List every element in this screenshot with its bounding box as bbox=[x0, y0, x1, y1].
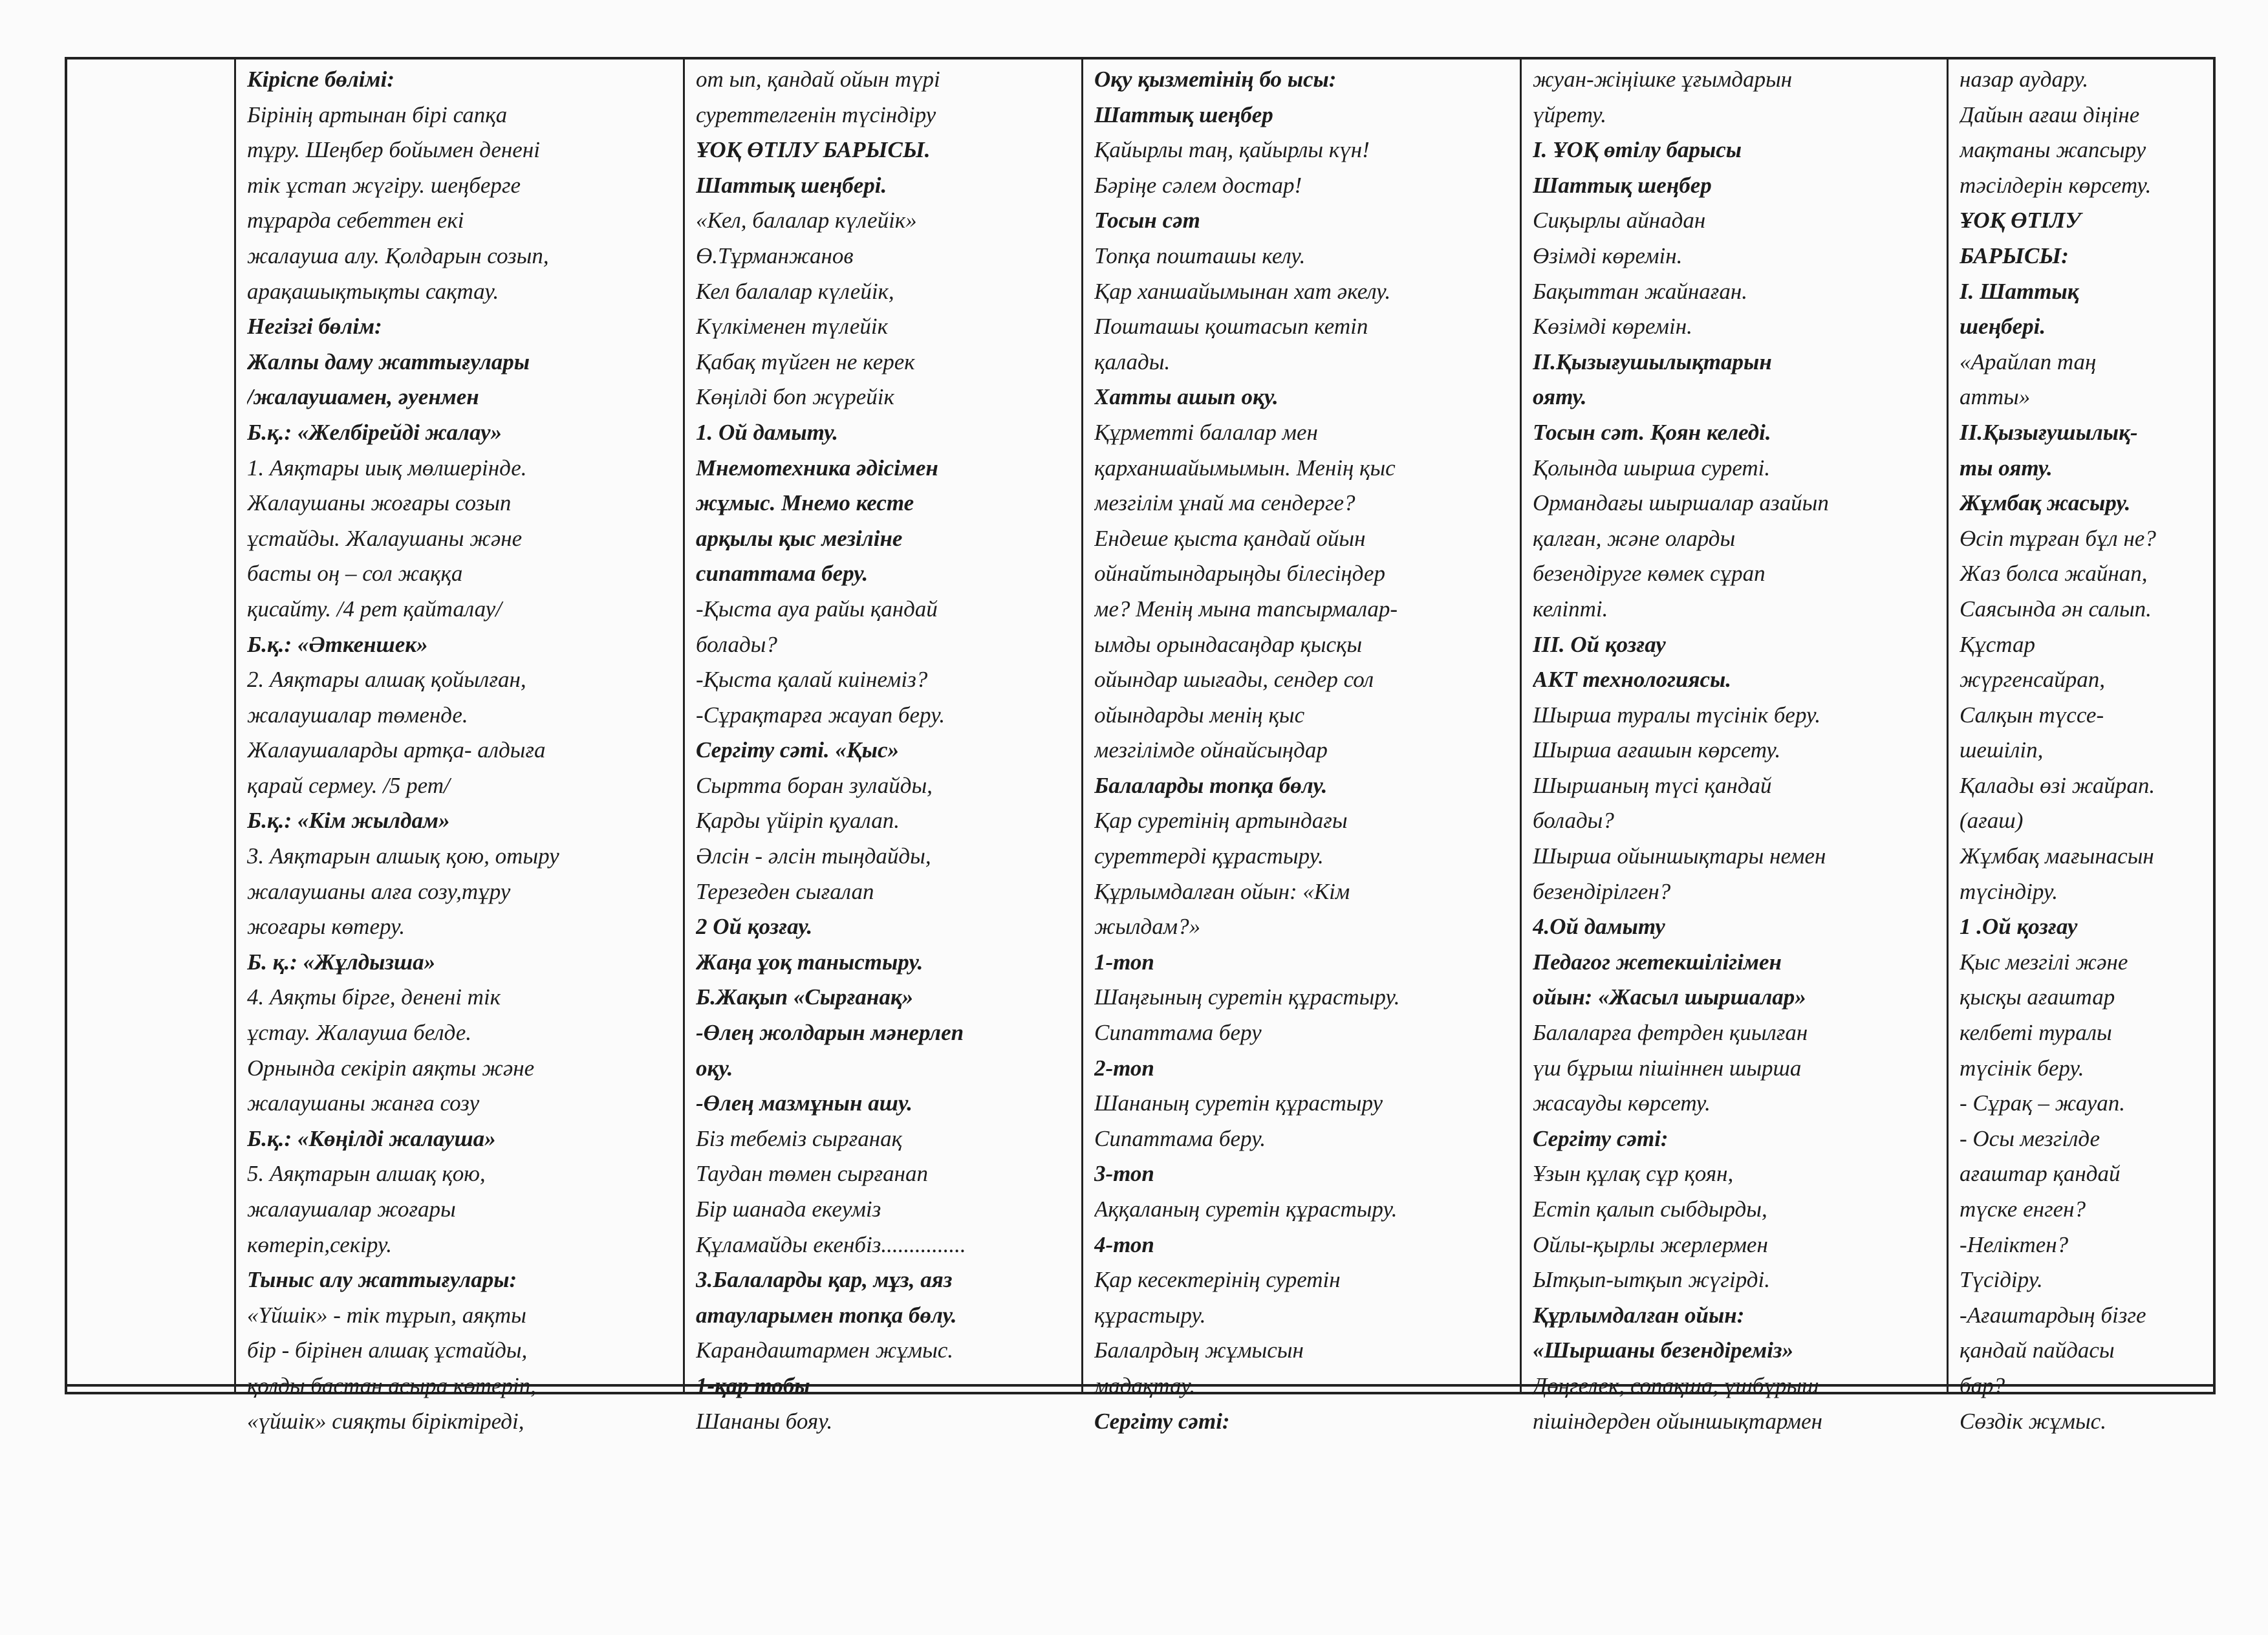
text-line: Сыртта боран зулайды, bbox=[696, 772, 933, 798]
text-line: Естіп қалып сыбдырды, bbox=[1533, 1196, 1767, 1222]
text-line: «Арайлап таң bbox=[1960, 349, 2097, 374]
text-line: жылдам?» bbox=[1094, 914, 1201, 940]
text-line: мезгілімде ойнайсыңдар bbox=[1094, 737, 1328, 763]
column-divider bbox=[234, 57, 236, 1394]
text-line: Шырша туралы түсінік беру. bbox=[1533, 702, 1821, 728]
text-line: арқылы қыс мезіліне bbox=[696, 525, 903, 551]
text-line: Шырша ойыншықтары немен bbox=[1533, 843, 1826, 869]
text-line: Көзімді көремін. bbox=[1533, 314, 1692, 340]
text-line: ҰОҚ ӨТІЛУ bbox=[1960, 208, 2081, 233]
text-line: АКТ технологиясы. bbox=[1533, 667, 1732, 693]
text-line: 5. Аяқтарын алшақ қою, bbox=[247, 1161, 486, 1187]
text-line: Тыныс алу жаттығулары: bbox=[247, 1267, 517, 1293]
text-line: үйрету. bbox=[1533, 102, 1607, 127]
text-line: ояту. bbox=[1533, 384, 1587, 410]
text-line: - Сұрақ – жауап. bbox=[1960, 1090, 2126, 1116]
text-line: Әлсін - әлсін тыңдайды, bbox=[696, 843, 931, 869]
text-line: Өсіп тұрған бұл не? bbox=[1960, 525, 2156, 551]
text-line: Топқа пошташы келу. bbox=[1094, 243, 1306, 268]
text-line: -Ағаштардың бізге bbox=[1960, 1302, 2146, 1328]
text-line: І. Шаттық bbox=[1960, 278, 2079, 304]
text-line: Бірінің артынан бірі сапқа bbox=[247, 102, 508, 127]
text-line: жалаушаны алға созу,тұру bbox=[247, 878, 511, 904]
text-line: -Өлең жолдарын мәнерлеп bbox=[696, 1020, 964, 1046]
text-line: Тосын сәт. Қоян келеді. bbox=[1533, 419, 1771, 445]
text-line: І. ҰОҚ өтілу барысы bbox=[1533, 137, 1742, 163]
text-line: Сергіту сәті: bbox=[1094, 1408, 1230, 1434]
text-line: -Қыста ауа райы қандай bbox=[696, 596, 938, 622]
text-line: Бір шанада екеуміз bbox=[696, 1196, 881, 1222]
text-line: жалаушалар жоғары bbox=[247, 1196, 456, 1222]
text-line: ме? Менің мына тапсырмалар- bbox=[1094, 596, 1398, 622]
text-line: тік ұстап жүгіру. шеңберге bbox=[247, 172, 521, 198]
text-line: БАРЫСЫ: bbox=[1960, 243, 2069, 268]
text-line: Хатты ашып оқу. bbox=[1094, 384, 1279, 410]
text-line: ұстайды. Жалаушаны және bbox=[247, 525, 523, 551]
text-line: «Шыршаны безендіреміз» bbox=[1533, 1337, 1794, 1363]
text-line: жұмыс. Мнемо кесте bbox=[696, 490, 914, 516]
text-line: Шаттық шеңбер bbox=[1094, 102, 1273, 127]
text-line: Жалаушаны жоғары созып bbox=[247, 490, 512, 516]
text-line: Таудан төмен сырғанап bbox=[696, 1161, 929, 1187]
text-line: Шыршаның түсі қандай bbox=[1533, 772, 1772, 798]
text-line: бар? bbox=[1960, 1372, 2005, 1398]
text-line: безендірілген? bbox=[1533, 878, 1671, 904]
text-line: Түсідіру. bbox=[1960, 1267, 2043, 1293]
text-line: Кіріспе бөлімі: bbox=[247, 67, 394, 92]
text-line: мезгілім ұнай ма сендерге? bbox=[1094, 490, 1355, 516]
text-line: келіпті. bbox=[1533, 596, 1608, 622]
text-line: ойнайтындарыңды білесіңдер bbox=[1094, 561, 1385, 587]
text-line: келбеті туралы bbox=[1960, 1020, 2112, 1046]
text-line: «Үйшік» - тік тұрып, аяқты bbox=[247, 1302, 526, 1328]
text-line: құрастыру. bbox=[1094, 1302, 1206, 1328]
text-line: ІІ.Қызығушылықтарын bbox=[1533, 349, 1772, 374]
text-line: Б.Жақып «Сырғанақ» bbox=[696, 984, 914, 1010]
text-line: «үйшік» сияқты біріктіреді, bbox=[247, 1408, 524, 1434]
column-learning-activity bbox=[1094, 62, 1517, 1439]
text-line: ымды орындасаңдар қысқы bbox=[1094, 631, 1363, 657]
column-lesson-progress bbox=[696, 62, 1079, 1439]
text-line: шешіліп, bbox=[1960, 737, 2044, 763]
text-line: Сергіту сәті. «Қыс» bbox=[696, 737, 899, 763]
text-line: Балаларға фетрден қиылған bbox=[1533, 1020, 1808, 1046]
text-line: үш бұрыш пішіннен шырша bbox=[1533, 1055, 1802, 1081]
text-line: суреттерді құрастыру. bbox=[1094, 843, 1324, 869]
text-line: 1 .Ой қозғау bbox=[1960, 914, 2078, 940]
text-line: -Сұрақтарға жауап беру. bbox=[696, 702, 945, 728]
text-line: ты ояту. bbox=[1960, 455, 2053, 481]
text-line: мадақтау. bbox=[1094, 1372, 1196, 1398]
text-line: Балаларды топқа бөлу. bbox=[1094, 772, 1328, 798]
text-line: /жалаушамен, әуенмен bbox=[247, 384, 479, 410]
text-line: Шаттық шеңбері. bbox=[696, 172, 887, 198]
text-line: Педагог жетекшілігімен bbox=[1533, 949, 1782, 975]
text-line: оқу. bbox=[696, 1055, 733, 1081]
text-line: Тосын сәт bbox=[1094, 208, 1200, 233]
text-line: -Өлең мазмұнын ашу. bbox=[696, 1090, 913, 1116]
text-line: 3. Аяқтарын алшық қою, отыру bbox=[247, 843, 559, 869]
text-line: Салқын түссе- bbox=[1960, 702, 2104, 728]
text-line: сипаттама беру. bbox=[696, 561, 869, 587]
text-line: 1. Аяқтары иық мөлшерінде. bbox=[247, 455, 527, 481]
text-line: Дайын ағаш діңіне bbox=[1960, 102, 2140, 127]
column-intro-main-part bbox=[247, 62, 680, 1439]
text-line: 1-қар тобы bbox=[696, 1372, 810, 1398]
text-line: түске енген? bbox=[1960, 1196, 2086, 1222]
text-line: ойын: «Жасыл шыршалар» bbox=[1533, 984, 1806, 1010]
text-line: қарай сермеу. /5 рет/ bbox=[247, 772, 450, 798]
text-line: қолды бастан асыра көтеріп, bbox=[247, 1372, 537, 1398]
text-line: (ағаш) bbox=[1960, 808, 2024, 834]
text-line: 3.Балаларды қар, мұз, аяз bbox=[696, 1267, 953, 1293]
text-line: Б.қ.: «Кім жылдам» bbox=[247, 808, 450, 834]
text-line: 2-топ bbox=[1094, 1055, 1154, 1081]
text-line: Сипаттама беру. bbox=[1094, 1125, 1266, 1151]
text-line: Құламайды екенбіз............... bbox=[696, 1231, 966, 1257]
text-line: 4.Ой дамыту bbox=[1533, 914, 1665, 940]
text-line: Шырша ағашын көрсету. bbox=[1533, 737, 1781, 763]
text-line: -Неліктен? bbox=[1960, 1231, 2069, 1257]
text-line: Сөздік жұмыс. bbox=[1960, 1408, 2106, 1434]
text-line: Құрметті балалар мен bbox=[1094, 419, 1318, 445]
text-line: Сиқырлы айнадан bbox=[1533, 208, 1706, 233]
text-line: Дөңгелек, сопақша, үшбұрыш bbox=[1533, 1372, 1819, 1398]
text-line: жуан-жіңішке ұғымдарын bbox=[1533, 67, 1793, 92]
text-line: түсінік беру. bbox=[1960, 1055, 2084, 1081]
text-line: Біз тебеміз сырғанақ bbox=[696, 1125, 902, 1151]
text-line: назар аудару. bbox=[1960, 67, 2089, 92]
text-line: Қайырлы таң, қайырлы күн! bbox=[1094, 137, 1370, 163]
text-line: 4. Аяқты бірге, денені тік bbox=[247, 984, 501, 1010]
text-line: Шананың суретін құрастыру bbox=[1094, 1090, 1383, 1116]
text-line: пішіндерден ойыншықтармен bbox=[1533, 1408, 1822, 1434]
text-line: суреттелгенін түсіндіру bbox=[696, 102, 936, 127]
text-line: шеңбері. bbox=[1960, 314, 2046, 340]
text-line: Ө.Тұрманжанов bbox=[696, 243, 854, 268]
text-line: жалаушаны жанға созу bbox=[247, 1090, 480, 1116]
text-line: Ытқып-ытқып жүгірді. bbox=[1533, 1267, 1770, 1293]
text-line: Сергіту сәті: bbox=[1533, 1125, 1669, 1151]
text-line: ойындар шығады, сендер сол bbox=[1094, 667, 1374, 693]
text-line: Балалрдың жұмысын bbox=[1094, 1337, 1304, 1363]
text-line: Оқу қызметінің бо ысы: bbox=[1094, 67, 1337, 92]
text-line: -Қыста қалай киінеміз? bbox=[696, 667, 928, 693]
text-line: Пошташы қоштасып кетіп bbox=[1094, 314, 1368, 340]
column-lesson-activity bbox=[1533, 62, 1944, 1439]
text-line: Ойлы-қырлы жерлермен bbox=[1533, 1231, 1768, 1257]
text-line: Ұзын құлақ сұр қоян, bbox=[1533, 1161, 1734, 1187]
text-line: ойындарды менің қыс bbox=[1094, 702, 1305, 728]
text-line: Бақыттан жайнаған. bbox=[1533, 278, 1748, 304]
text-line: ІІ.Қызығушылық- bbox=[1960, 419, 2138, 445]
text-line: Қыс мезгілі және bbox=[1960, 949, 2128, 975]
text-line: Ендеше қыста қандай ойын bbox=[1094, 525, 1366, 551]
text-line: Қарды үйіріп қуалап. bbox=[696, 808, 900, 834]
column-divider bbox=[683, 57, 685, 1394]
text-line: 2 Ой қозғау. bbox=[696, 914, 813, 940]
text-line: ұстау. Жалауша белде. bbox=[247, 1020, 472, 1046]
column-divider bbox=[1947, 57, 1949, 1394]
text-line: жоғары көтеру. bbox=[247, 914, 405, 940]
text-line: қысқы ағаштар bbox=[1960, 984, 2115, 1010]
text-line: 2. Аяқтары алшақ қойылған, bbox=[247, 667, 526, 693]
text-line: ағаштар қандай bbox=[1960, 1161, 2121, 1187]
text-line: қисайту. /4 рет қайталау/ bbox=[247, 596, 502, 622]
text-line: Бәріңе сәлем достар! bbox=[1094, 172, 1302, 198]
text-line: Қар суретінің артындағы bbox=[1094, 808, 1348, 834]
text-line: Құрлымдалған ойын: bbox=[1533, 1302, 1745, 1328]
text-line: жүргенсайрап, bbox=[1960, 667, 2105, 693]
text-line: ІІІ. Ой қозғау bbox=[1533, 631, 1666, 657]
text-line: Жалпы даму жаттығулары bbox=[247, 349, 530, 374]
text-line: қалған, және оларды bbox=[1533, 525, 1736, 551]
text-line: тәсілдерін көрсету. bbox=[1960, 172, 2152, 198]
text-line: Құстар bbox=[1960, 631, 2035, 657]
text-line: Мнемотехника әдісімен bbox=[696, 455, 938, 481]
text-line: Құрлымдалған ойын: «Кім bbox=[1094, 878, 1350, 904]
text-line: Жаңа ұоқ таныстыру. bbox=[696, 949, 923, 975]
text-line: Б.қ.: «Желбірейді жалау» bbox=[247, 419, 502, 445]
text-line: 3-топ bbox=[1094, 1161, 1154, 1187]
text-line: Б.қ.: «Әткеншек» bbox=[247, 631, 428, 657]
text-line: жалаушалар төменде. bbox=[247, 702, 468, 728]
column-divider bbox=[1520, 57, 1522, 1394]
text-line: 1. Ой дамыту. bbox=[696, 419, 839, 445]
text-line: Жаз болса жайнап, bbox=[1960, 561, 2148, 587]
text-line: Шаттық шеңбер bbox=[1533, 172, 1712, 198]
text-line: 4-топ bbox=[1094, 1231, 1154, 1257]
text-line: Терезеден сығалап bbox=[696, 878, 874, 904]
text-line: Ормандағы шыршалар азайып bbox=[1533, 490, 1829, 516]
text-line: Саясында ән салып. bbox=[1960, 596, 2152, 622]
text-line: көтеріп,секіру. bbox=[247, 1231, 392, 1257]
text-line: түсіндіру. bbox=[1960, 878, 2058, 904]
text-line: Қар кесектерінің суретін bbox=[1094, 1267, 1341, 1293]
text-line: басты оң – сол жаққа bbox=[247, 561, 463, 587]
text-line: Негізгі бөлім: bbox=[247, 314, 382, 340]
text-line: жалауша алу. Қолдарын созып, bbox=[247, 243, 549, 268]
text-line: от ып, қандай ойын түрі bbox=[696, 67, 940, 92]
text-line: «Кел, балалар күлейік» bbox=[696, 208, 917, 233]
text-line: қарханшайымымын. Менің қыс bbox=[1094, 455, 1396, 481]
text-line: атты» bbox=[1960, 384, 2031, 410]
text-line: - Осы мезгілде bbox=[1960, 1125, 2101, 1151]
text-line: атауларымен топқа бөлу. bbox=[696, 1302, 957, 1328]
text-line: Б. қ.: «Жұлдызша» bbox=[247, 949, 436, 975]
text-line: Қар ханшайымынан хат әкелу. bbox=[1094, 278, 1391, 304]
column-lesson-riddle bbox=[1960, 62, 2213, 1439]
column-divider bbox=[1081, 57, 1083, 1394]
text-line: Өзімді көремін. bbox=[1533, 243, 1683, 268]
text-line: болады? bbox=[696, 631, 777, 657]
text-line: Шананы бояу. bbox=[696, 1408, 833, 1434]
text-line: тұру. Шеңбер бойымен денені bbox=[247, 137, 540, 163]
text-line: Б.қ.: «Көңілді жалауша» bbox=[247, 1125, 496, 1151]
text-line: Қолында шырша суреті. bbox=[1533, 455, 1771, 481]
text-line: мақтаны жапсыру bbox=[1960, 137, 2146, 163]
text-line: Күлкіменен түлейік bbox=[696, 314, 889, 340]
text-line: Карандаштармен жұмыс. bbox=[696, 1337, 954, 1363]
text-line: Шаңғының суретін құрастыру. bbox=[1094, 984, 1400, 1010]
text-line: Қабақ түйген не керек bbox=[696, 349, 915, 374]
text-line: Жалаушаларды артқа- алдыға bbox=[247, 737, 546, 763]
text-line: Көңілді боп жүрейік bbox=[696, 384, 894, 410]
text-line: Жұмбақ мағынасын bbox=[1960, 843, 2154, 869]
text-line: безендіруге көмек сұрап bbox=[1533, 561, 1766, 587]
text-line: Аққаланың суретін құрастыру. bbox=[1094, 1196, 1398, 1222]
text-line: арақашықтықты сақтау. bbox=[247, 278, 499, 304]
text-line: Қалады өзі жайрап. bbox=[1960, 772, 2155, 798]
text-line: тұрарда себеттен екі bbox=[247, 208, 464, 233]
text-line: Орнында секіріп аяқты және bbox=[247, 1055, 535, 1081]
text-line: Кел балалар күлейік, bbox=[696, 278, 894, 304]
text-line: Жұмбақ жасыру. bbox=[1960, 490, 2131, 516]
text-line: жасауды көрсету. bbox=[1533, 1090, 1711, 1116]
text-line: бір - бірінен алшақ ұстайды, bbox=[247, 1337, 528, 1363]
text-line: болады? bbox=[1533, 808, 1614, 834]
text-line: қалады. bbox=[1094, 349, 1171, 374]
text-line: 1-топ bbox=[1094, 949, 1154, 975]
text-line: ҰОҚ ӨТІЛУ БАРЫСЫ. bbox=[696, 137, 931, 163]
text-line: Сипаттама беру bbox=[1094, 1020, 1262, 1046]
text-line: қандай пайдасы bbox=[1960, 1337, 2115, 1363]
